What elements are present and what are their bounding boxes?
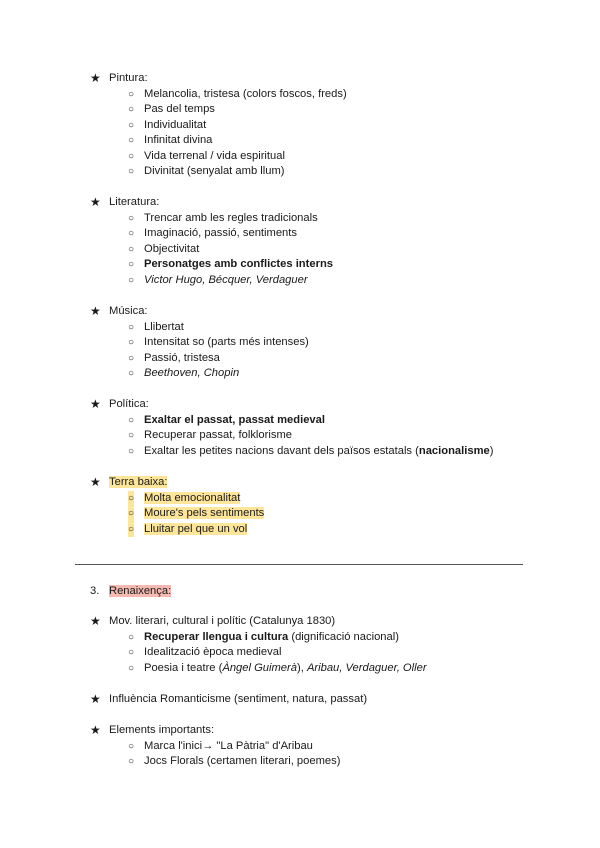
circle-bullet-icon: ○ bbox=[128, 135, 135, 146]
circle-bullet-icon: ○ bbox=[128, 166, 135, 177]
circle-bullet-icon: ○ bbox=[128, 740, 135, 752]
circle-bullet-icon: ○ bbox=[128, 491, 134, 507]
list-item: Infinitat divina bbox=[144, 134, 213, 146]
circle-bullet-icon: ○ bbox=[128, 243, 135, 255]
list-item-text-end: ) bbox=[489, 444, 494, 457]
list-item: Passió, tristesa bbox=[144, 351, 220, 364]
list-item: Imaginació, passió, sentiments bbox=[144, 227, 297, 239]
circle-bullet-icon: ○ bbox=[128, 414, 135, 426]
section-title: Música: bbox=[109, 305, 148, 317]
horizontal-divider bbox=[75, 564, 523, 565]
list-item-bold: nacionalisme bbox=[418, 444, 490, 457]
list-item: Recuperar passat, folklorisme bbox=[144, 429, 292, 441]
list-item: Personatges amb conflictes interns bbox=[144, 258, 334, 270]
section-title: Terra baixa: bbox=[109, 476, 168, 488]
section-influencia bbox=[90, 692, 530, 708]
circle-bullet-icon: ○ bbox=[128, 631, 135, 643]
list-item bbox=[90, 444, 530, 460]
list-item: Victor Hugo, Bécquer, Verdaguer bbox=[144, 273, 308, 286]
list-item: Jocs Florals (certamen literari, poemes) bbox=[144, 755, 341, 767]
section-musica bbox=[90, 304, 530, 382]
star-bullet-icon: ★ bbox=[90, 195, 101, 209]
circle-bullet-icon: ○ bbox=[128, 445, 135, 457]
list-item: Idealització època medieval bbox=[144, 646, 282, 658]
circle-bullet-icon: ○ bbox=[128, 228, 135, 239]
circle-bullet-icon: ○ bbox=[128, 756, 135, 767]
section-title: Pintura: bbox=[109, 72, 148, 84]
list-item: Beethoven, Chopin bbox=[144, 367, 240, 379]
list-item-italic-end: Aribau, Verdaguer, Oller bbox=[306, 661, 427, 674]
section-title: Política: bbox=[109, 398, 149, 410]
section-renaixenca-heading bbox=[90, 584, 530, 600]
star-bullet-icon: ★ bbox=[90, 692, 101, 706]
list-item-italic: Àngel Guimerà bbox=[222, 661, 297, 674]
circle-bullet-icon: ○ bbox=[128, 352, 135, 364]
list-item-text: Exaltar les petites nacions davant dels països estatals ( bbox=[144, 444, 419, 457]
list-item: Lluitar pel que un vol bbox=[144, 522, 248, 535]
list-item: Exaltar el passat, passat medieval bbox=[144, 413, 325, 426]
list-item: Objectivitat bbox=[144, 242, 200, 255]
section-title: Elements importants: bbox=[109, 724, 215, 736]
circle-bullet-icon: ○ bbox=[128, 259, 135, 270]
circle-bullet-icon: ○ bbox=[128, 430, 135, 441]
circle-bullet-icon: ○ bbox=[128, 506, 134, 522]
list-item: Marca l'inici→ "La Pàtria" d'Aribau bbox=[144, 739, 313, 752]
circle-bullet-icon: ○ bbox=[128, 321, 135, 333]
list-item-bold: Recuperar llengua i cultura bbox=[144, 630, 289, 643]
list-item: Intensitat so (parts més intenses) bbox=[144, 336, 309, 348]
list-item-text: (dignificació nacional) bbox=[288, 630, 399, 643]
star-bullet-icon: ★ bbox=[90, 397, 101, 411]
circle-bullet-icon: ○ bbox=[128, 647, 135, 658]
section-title: Influència Romanticisme (sentiment, natura, passat) bbox=[109, 693, 368, 705]
circle-bullet-icon: ○ bbox=[128, 368, 135, 379]
list-item: Divinitat (senyalat amb llum) bbox=[144, 165, 285, 177]
star-bullet-icon: ★ bbox=[90, 304, 101, 318]
heading-title: Renaixença: bbox=[109, 585, 172, 597]
list-item: Trencar amb les regles tradicionals bbox=[144, 211, 318, 224]
circle-bullet-icon: ○ bbox=[128, 212, 135, 224]
star-bullet-icon: ★ bbox=[90, 614, 101, 628]
section-pintura bbox=[90, 71, 530, 180]
circle-bullet-icon: ○ bbox=[128, 104, 135, 115]
list-item-text-mid: ), bbox=[296, 661, 307, 674]
list-item bbox=[90, 661, 530, 677]
section-moviment bbox=[90, 614, 530, 676]
section-title: Literatura: bbox=[109, 196, 160, 208]
circle-bullet-icon: ○ bbox=[128, 119, 135, 131]
list-item bbox=[90, 630, 530, 646]
heading-number: 3. bbox=[90, 585, 100, 597]
circle-bullet-icon: ○ bbox=[128, 274, 135, 286]
circle-bullet-icon: ○ bbox=[128, 337, 135, 348]
list-item: Molta emocionalitat bbox=[144, 491, 241, 504]
section-literatura bbox=[90, 195, 530, 288]
star-bullet-icon: ★ bbox=[90, 475, 101, 489]
section-terra-baixa bbox=[90, 475, 530, 537]
list-item: Melancolia, tristesa (colors foscos, freds) bbox=[144, 87, 347, 100]
section-title: Mov. literari, cultural i polític (Catalunya 1830) bbox=[109, 615, 336, 627]
star-bullet-icon: ★ bbox=[90, 71, 101, 85]
list-item: Moure's pels sentiments bbox=[144, 507, 265, 519]
list-item-text: Poesia i teatre ( bbox=[144, 661, 223, 674]
list-item: Llibertat bbox=[144, 320, 184, 333]
circle-bullet-icon: ○ bbox=[128, 150, 135, 162]
list-item: Individualitat bbox=[144, 118, 207, 131]
section-politica bbox=[90, 397, 530, 459]
circle-bullet-icon: ○ bbox=[128, 662, 135, 674]
circle-bullet-icon: ○ bbox=[128, 522, 134, 538]
circle-bullet-icon: ○ bbox=[128, 88, 135, 100]
section-elements bbox=[90, 723, 530, 770]
list-item: Vida terrenal / vida espiritual bbox=[144, 149, 285, 162]
list-item: Pas del temps bbox=[144, 103, 215, 115]
star-bullet-icon: ★ bbox=[90, 723, 101, 737]
